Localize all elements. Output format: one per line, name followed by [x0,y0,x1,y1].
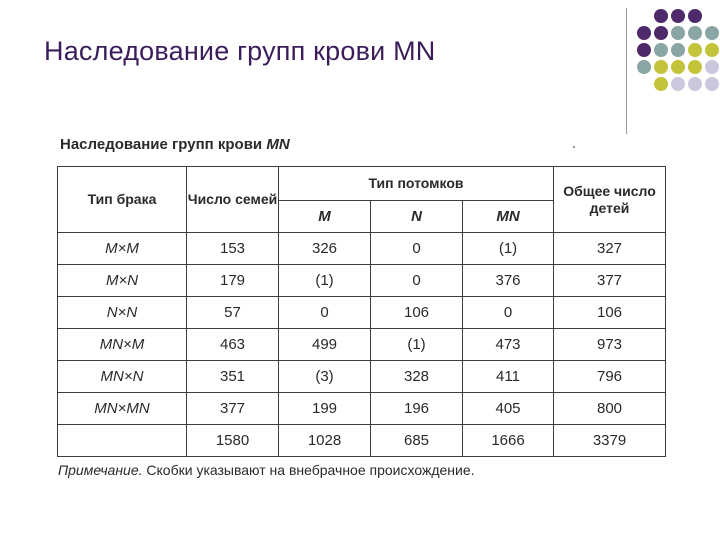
dot-teal [637,60,651,74]
cell-marriage-type: N×N [58,297,187,329]
dot-lavender [671,77,685,91]
cell-marriage-type: MN×M [58,329,187,361]
cell-families: 57 [187,297,279,329]
dot-teal [705,26,719,40]
cell-families: 351 [187,361,279,393]
cell-offspring-mn: 405 [463,393,554,425]
dot-teal [671,43,685,57]
dot-olive [654,60,668,74]
cell-families: 1580 [187,425,279,457]
scan-speck [573,146,575,148]
table-row [58,297,666,329]
dot-empty [637,9,651,23]
subheader-n: N [371,201,463,233]
cell-marriage-type [58,425,187,457]
cell-total-children: 973 [554,329,666,361]
table-heading-text: Наследование групп крови [60,136,267,153]
header-total-children: Общее число детей [554,167,666,233]
cell-total-children: 3379 [554,425,666,457]
dot-olive [671,60,685,74]
dot-olive [654,77,668,91]
cell-offspring-mn: 376 [463,265,554,297]
cell-offspring-m: 499 [279,329,371,361]
cell-offspring-n: 0 [371,233,463,265]
dot-purple [688,9,702,23]
dot-teal [654,43,668,57]
cell-marriage-type: MN×MN [58,393,187,425]
cell-total-children: 800 [554,393,666,425]
dot-olive [688,43,702,57]
cell-marriage-type: M×N [58,265,187,297]
cell-offspring-n: 685 [371,425,463,457]
cell-families: 153 [187,233,279,265]
slide-title: Наследование групп крови MN [44,36,436,66]
subheader-m: M [279,201,371,233]
dot-empty [637,77,651,91]
table-heading-mn: MN [266,136,290,153]
cell-offspring-m: (1) [279,265,371,297]
cell-offspring-n: 328 [371,361,463,393]
blood-group-table [57,166,666,457]
title-divider [626,8,627,134]
cell-marriage-type: M×M [58,233,187,265]
dot-teal [671,26,685,40]
cell-marriage-type: MN×N [58,361,187,393]
table-heading [60,136,290,153]
cell-offspring-mn: 473 [463,329,554,361]
header-marriage-type: Тип брака [58,167,187,233]
cell-families: 179 [187,265,279,297]
table-row [58,329,666,361]
cell-families: 377 [187,393,279,425]
cell-total-children: 796 [554,361,666,393]
dot-lavender [705,60,719,74]
table-row [58,393,666,425]
cell-offspring-m: 0 [279,297,371,329]
cell-offspring-m: 1028 [279,425,371,457]
dot-purple [637,43,651,57]
cell-total-children: 106 [554,297,666,329]
dot-purple [671,9,685,23]
cell-offspring-mn: 0 [463,297,554,329]
cell-offspring-n: (1) [371,329,463,361]
dot-purple [654,26,668,40]
cell-offspring-n: 196 [371,393,463,425]
cell-offspring-n: 0 [371,265,463,297]
dot-purple [637,26,651,40]
cell-offspring-m: (3) [279,361,371,393]
table-note [58,462,475,478]
cell-offspring-n: 106 [371,297,463,329]
dot-olive [705,43,719,57]
cell-offspring-mn: (1) [463,233,554,265]
subheader-mn: MN [463,201,554,233]
note-label: Примечание. [58,462,143,478]
cell-families: 463 [187,329,279,361]
cell-total-children: 327 [554,233,666,265]
header-row [58,167,666,201]
cell-offspring-m: 326 [279,233,371,265]
cell-offspring-mn: 411 [463,361,554,393]
table-row [58,265,666,297]
cell-offspring-m: 199 [279,393,371,425]
table-row [58,361,666,393]
table-row [58,233,666,265]
dot-teal [688,26,702,40]
dot-lavender [705,77,719,91]
cell-offspring-mn: 1666 [463,425,554,457]
dot-lavender [688,77,702,91]
header-families: Число семей [187,167,279,233]
totals-row [58,425,666,457]
note-text: Скобки указывают на внебрачное происхождение. [142,462,475,478]
cell-total-children: 377 [554,265,666,297]
decorative-dot-grid [637,9,720,121]
dot-olive [688,60,702,74]
header-offspring: Тип потомков [279,167,554,201]
dot-empty [705,9,719,23]
dot-purple [654,9,668,23]
